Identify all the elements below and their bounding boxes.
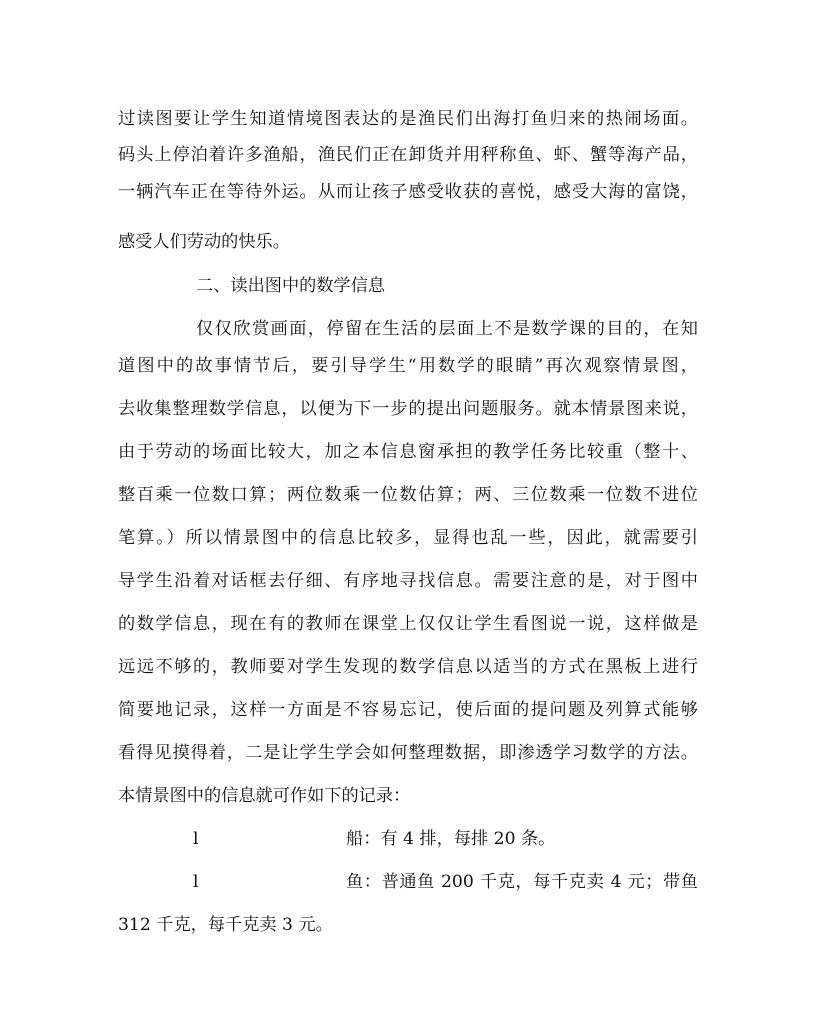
paragraph-2-line-4: 由于劳动的场面比较大，加之本信息窗承担的教学任务比较重（整十、 [118, 442, 698, 462]
paragraph-1-line-2: 码头上停泊着许多渔船，渔民们正在卸货并用秤称鱼、虾、蟹等海产品， [118, 145, 698, 165]
paragraph-2-line-8: 的数学信息，现在有的教师在课堂上仅仅让学生看图说一说，这样做是 [118, 614, 698, 634]
paragraph-2-line-5: 整百乘一位数口算；两位数乘一位数估算；两、三位数乘一位数不进位 [118, 485, 698, 505]
list-item-1: 船：有 4 排，每排 20 条。 [346, 829, 556, 849]
paragraph-2-line-3: 去收集整理数学信息，以便为下一步的提出问题服务。就本情景图来说， [118, 399, 698, 419]
paragraph-2-line-12: 本情景图中的信息就可作如下的记录： [118, 786, 411, 806]
section-heading: 二、读出图中的数学信息 [196, 276, 386, 296]
list-bullet-2: l [193, 872, 199, 892]
paragraph-2-line-1: 仅仅欣赏画面，停留在生活的层面上不是数学课的目的，在知 [196, 319, 698, 339]
list-item-2-continuation: 312 千克，每千克卖 3 元。 [118, 915, 333, 935]
paragraph-1-line-1: 过读图要让学生知道情境图表达的是渔民们出海打鱼归来的热闹场面。 [118, 109, 698, 129]
list-bullet-1: l [193, 829, 199, 849]
paragraph-2-line-2: 道图中的故事情节后，要引导学生“用数学的眼睛”再次观察情景图， [118, 356, 698, 376]
paragraph-1-line-3: 一辆汽车正在等待外运。从而让孩子感受收获的喜悦，感受大海的富饶， [118, 182, 698, 202]
list-item-2: 鱼：普通鱼 200 千克，每千克卖 4 元；带鱼 [346, 872, 698, 892]
paragraph-1-line-4: 感受人们劳动的快乐。 [118, 232, 290, 252]
paragraph-2-line-7: 导学生沿着对话框去仔细、有序地寻找信息。需要注意的是，对于图中 [118, 571, 698, 591]
paragraph-2-line-11: 看得见摸得着，二是让学生学会如何整理数据，即渗透学习数学的方法。 [118, 743, 698, 763]
paragraph-2-line-9: 远远不够的，教师要对学生发现的数学信息以适当的方式在黑板上进行 [118, 657, 698, 677]
paragraph-2-line-6: 笔算。）所以情景图中的信息比较多，显得也乱一些，因此，就需要引 [118, 528, 698, 548]
paragraph-2-line-10: 简要地记录，这样一方面是不容易忘记，使后面的提问题及列算式能够 [118, 700, 698, 720]
